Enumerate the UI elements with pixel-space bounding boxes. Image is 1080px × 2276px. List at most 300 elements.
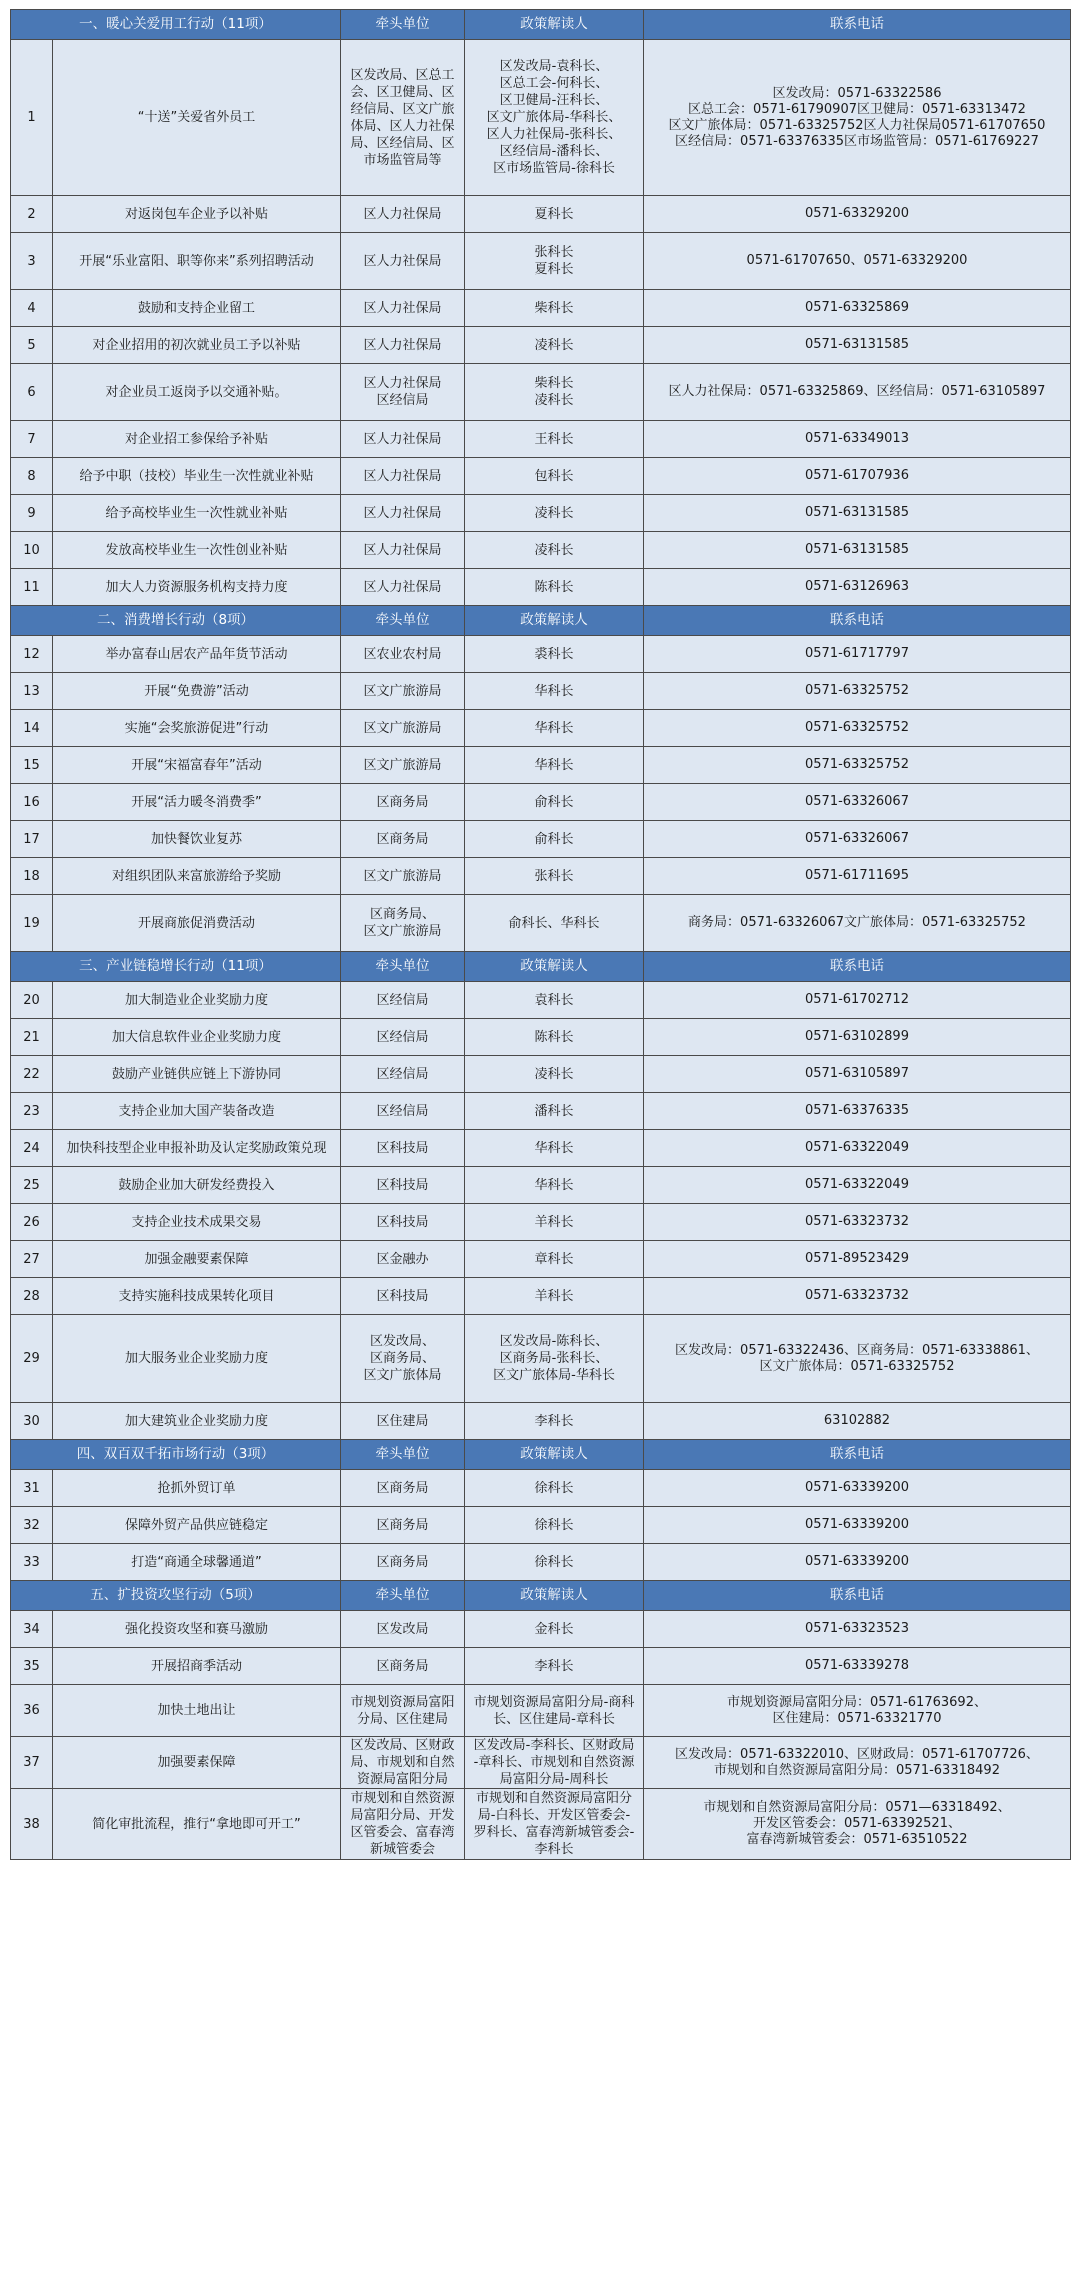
measure-name: 加快科技型企业申报补助及认定奖励政策兑现 [53,1130,341,1167]
policy-reader-line: -章科长、市规划和自然资源 [473,1755,635,1770]
lead-unit-line: 区文广旅游局 [363,683,442,699]
lead-unit [341,233,465,290]
lead-unit-line: 区商务局 [376,1658,429,1674]
table-row [11,421,1071,458]
contact-phone-line: 区住建局：0571-63321770 [772,1710,942,1726]
contact-phone-line: 0571-63325752 [805,757,909,772]
contact-phone [644,1241,1071,1278]
contact-phone-line: 区人力社保局：0571-63325869、区经信局：0571-63105897 [668,384,1046,399]
row-number: 23 [11,1093,53,1130]
lead-unit-line: 区发改局、区总工 [350,67,455,83]
measure-name: 加大建筑业企业奖励力度 [53,1403,341,1440]
policy-reader [465,290,644,327]
row-number: 38 [11,1789,53,1860]
contact-phone-line: 0571-61707650、0571-63329200 [746,253,968,268]
policy-reader-line: 区发改局-李科长、区财政局 [473,1738,635,1753]
contact-phone-line: 开发区管委会：0571-63392521、 [753,1816,961,1831]
policy-reader [465,532,644,569]
row-number: 1 [11,40,53,196]
policy-reader [465,895,644,952]
contact-phone [644,747,1071,784]
lead-unit-line: 市场监管局等 [363,152,442,168]
row-number: 5 [11,327,53,364]
contact-phone-line: 区文广旅体局：0571-63325752区人力社保局0571-61707650 [668,117,1046,133]
contact-phone-line: 商务局：0571-63326067文广旅体局：0571-63325752 [688,915,1026,930]
lead-unit-line: 区人力社保局 [363,253,442,269]
column-header-lead: 牵头单位 [341,1440,465,1470]
lead-unit [341,673,465,710]
contact-phone [644,495,1071,532]
policy-reader [465,327,644,364]
lead-unit-line: 局、市规划和自然 [350,1755,455,1770]
lead-unit-line: 区商务局 [376,1554,429,1570]
policy-reader-line: 华科长 [534,683,574,699]
lead-unit [341,1685,465,1737]
table-row [11,364,1071,421]
row-number: 35 [11,1648,53,1685]
table-row [11,458,1071,495]
lead-unit-line: 区商务局、 [369,907,435,922]
contact-phone [644,1685,1071,1737]
policy-reader-line: 柴科长 [534,300,574,316]
policy-reader-line: 徐科长 [534,1480,574,1496]
policy-reader [465,1315,644,1403]
contact-phone [644,636,1071,673]
contact-phone [644,532,1071,569]
lead-unit-line: 区人力社保局 [363,505,442,521]
measure-name: 开展“免费游”活动 [53,673,341,710]
policy-reader-line: 区商务局-张科长、 [499,1351,609,1366]
lead-unit [341,747,465,784]
policy-reader-line: 俞科长、华科长 [508,915,600,931]
policy-reader [465,821,644,858]
policy-reader-line: 徐科长 [534,1554,574,1570]
table-row [11,290,1071,327]
row-number: 32 [11,1507,53,1544]
measure-name: 加大信息软件业企业奖励力度 [53,1019,341,1056]
policy-reader-line: 袁科长 [534,992,574,1008]
row-number: 7 [11,421,53,458]
column-header-reader: 政策解读人 [465,1440,644,1470]
lead-unit-line: 分局、区住建局 [356,1711,448,1727]
lead-unit-line: 区金融办 [376,1251,429,1267]
table-row [11,196,1071,233]
contact-phone [644,710,1071,747]
contact-phone-line: 区发改局：0571-63322436、区商务局：0571-63338861、 [675,1342,1039,1358]
contact-phone [644,1544,1071,1581]
table-row [11,1544,1071,1581]
lead-unit-line: 区管委会、富春湾 [350,1825,455,1840]
table-row [11,233,1071,290]
policy-reader-line: 区市场监管局-徐科长 [493,161,615,176]
lead-unit-line: 区文广旅游局 [363,757,442,773]
row-number: 37 [11,1737,53,1789]
lead-unit-line: 区科技局 [376,1214,429,1230]
measure-name: 加强要素保障 [53,1737,341,1789]
table-row [11,858,1071,895]
lead-unit-line: 区经信局 [376,1066,429,1082]
measure-name: 保障外贸产品供应链稳定 [53,1507,341,1544]
contact-phone [644,458,1071,495]
row-number: 29 [11,1315,53,1403]
contact-phone-line: 0571-63323523 [805,1621,909,1636]
row-number: 12 [11,636,53,673]
policy-reader-line: 凌科长 [534,393,574,408]
lead-unit-line: 区科技局 [376,1177,429,1193]
measure-name: 加强金融要素保障 [53,1241,341,1278]
contact-phone-line: 0571-63329200 [805,206,909,221]
row-number: 11 [11,569,53,606]
lead-unit-line: 体局、区人力社保 [350,118,455,134]
lead-unit [341,1130,465,1167]
lead-unit [341,982,465,1019]
contact-phone [644,1470,1071,1507]
column-header-reader: 政策解读人 [465,606,644,636]
measure-name: 开展“乐业富阳、职等你来”系列招聘活动 [53,233,341,290]
contact-phone [644,40,1071,196]
lead-unit [341,710,465,747]
column-header-lead: 牵头单位 [341,606,465,636]
measure-name: “十送”关爱省外员工 [53,40,341,196]
measure-name: 给予中职（技校）毕业生一次性就业补贴 [53,458,341,495]
column-header-phone: 联系电话 [644,1440,1071,1470]
lead-unit-line: 新城管委会 [369,1842,435,1857]
row-number: 2 [11,196,53,233]
contact-phone-line: 0571-63325869 [805,300,909,315]
policy-reader-line: 区人力社保局-张科长、 [486,127,622,142]
row-number: 34 [11,1611,53,1648]
lead-unit [341,1204,465,1241]
policy-reader-line: 李科长 [534,1842,574,1857]
row-number: 3 [11,233,53,290]
contact-phone [644,982,1071,1019]
measure-name: 支持实施科技成果转化项目 [53,1278,341,1315]
lead-unit [341,1315,465,1403]
table-row [11,1648,1071,1685]
table-row [11,1737,1071,1789]
policy-reader-line: 王科长 [534,431,574,447]
measure-name: 鼓励和支持企业留工 [53,290,341,327]
contact-phone-line: 0571-63325752 [805,720,909,735]
row-number: 8 [11,458,53,495]
policy-reader-line: 陈科长 [534,579,574,595]
row-number: 26 [11,1204,53,1241]
lead-unit-line: 区人力社保局 [363,431,442,447]
lead-unit [341,1737,465,1789]
lead-unit [341,532,465,569]
lead-unit [341,1403,465,1440]
lead-unit-line: 区人力社保局 [363,468,442,484]
lead-unit-line: 区经信局 [376,393,429,408]
measure-name: 鼓励企业加大研发经费投入 [53,1167,341,1204]
lead-unit-line: 区住建局 [376,1413,429,1429]
contact-phone-line: 0571-63339200 [805,1517,909,1532]
row-number: 20 [11,982,53,1019]
policy-reader [465,1737,644,1789]
lead-unit-line: 局富阳分局、开发 [350,1808,455,1823]
table-row [11,895,1071,952]
row-number: 36 [11,1685,53,1737]
contact-phone-line: 0571-61717797 [805,646,909,661]
policy-reader [465,1507,644,1544]
contact-phone [644,1204,1071,1241]
table-row [11,673,1071,710]
measure-name: 举办富春山居农产品年货节活动 [53,636,341,673]
table-row [11,1019,1071,1056]
table-row [11,1204,1071,1241]
policy-reader-line: 华科长 [534,720,574,736]
policy-reader [465,364,644,421]
lead-unit [341,1056,465,1093]
lead-unit-line: 区商务局 [376,794,429,810]
row-number: 28 [11,1278,53,1315]
policy-reader-line: 张科长 [534,245,574,260]
policy-reader [465,1544,644,1581]
lead-unit-line: 区商务局 [376,1517,429,1533]
contact-phone [644,1789,1071,1860]
policy-reader-line: 夏科长 [534,262,574,277]
contact-phone [644,895,1071,952]
lead-unit-line: 区文广旅体局 [363,1368,442,1383]
policy-table [10,9,1071,1860]
lead-unit-line: 区发改局、 [369,1334,435,1349]
contact-phone-line: 市规划资源局富阳分局：0571-61763692、 [727,1694,987,1710]
contact-phone-line: 0571-63131585 [805,337,909,352]
lead-unit-line: 经信局、区文广旅 [350,101,455,117]
contact-phone [644,327,1071,364]
section-header [11,1581,1071,1611]
measure-name: 打造“商通全球馨通道” [53,1544,341,1581]
measure-name: 加快土地出让 [53,1685,341,1737]
measure-name: 对企业员工返岗予以交通补贴。 [53,364,341,421]
policy-reader [465,673,644,710]
contact-phone [644,673,1071,710]
contact-phone [644,784,1071,821]
lead-unit-line: 会、区卫健局、区 [350,84,455,100]
contact-phone [644,1315,1071,1403]
policy-reader-line: 张科长 [534,868,574,884]
table-row [11,1789,1071,1860]
policy-reader-line: 俞科长 [534,831,574,847]
column-header-phone: 联系电话 [644,1581,1071,1611]
table-row [11,1507,1071,1544]
table-row [11,1611,1071,1648]
contact-phone [644,290,1071,327]
lead-unit [341,858,465,895]
contact-phone-line: 0571-63325752 [805,683,909,698]
policy-reader [465,858,644,895]
contact-phone-line: 市规划和自然资源局富阳分局：0571-63318492 [714,1762,1000,1778]
lead-unit-line: 市规划资源局富阳 [350,1694,455,1710]
lead-unit-line: 区文广旅游局 [363,924,442,939]
table-row [11,821,1071,858]
lead-unit [341,1167,465,1204]
row-number: 15 [11,747,53,784]
measure-name: 支持企业加大国产装备改造 [53,1093,341,1130]
contact-phone-line: 0571-63322049 [805,1177,909,1192]
policy-reader-line: 徐科长 [534,1517,574,1533]
measure-name: 对返岗包车企业予以补贴 [53,196,341,233]
column-header-phone: 联系电话 [644,606,1071,636]
column-header-lead: 牵头单位 [341,10,465,40]
table-row [11,1315,1071,1403]
column-header-reader: 政策解读人 [465,10,644,40]
measure-name: 简化审批流程，推行“拿地即可开工” [53,1789,341,1860]
table-row [11,710,1071,747]
policy-reader-line: 陈科长 [534,1029,574,1045]
policy-reader [465,458,644,495]
lead-unit [341,636,465,673]
lead-unit-line: 区商务局、 [369,1351,435,1366]
policy-reader [465,784,644,821]
column-header-lead: 牵头单位 [341,952,465,982]
lead-unit [341,1470,465,1507]
lead-unit-line: 区人力社保局 [363,300,442,316]
measure-name: 强化投资攻坚和赛马激励 [53,1611,341,1648]
lead-unit [341,421,465,458]
lead-unit-line: 区人力社保局 [363,337,442,353]
policy-reader-line: 华科长 [534,1140,574,1156]
lead-unit [341,1278,465,1315]
section-title: 二、消费增长行动（8项） [11,606,341,636]
contact-phone-line: 0571-63339200 [805,1480,909,1495]
policy-reader-line: 区发改局-陈科长、 [499,1334,609,1349]
policy-reader-line: 华科长 [534,1177,574,1193]
table-row [11,569,1071,606]
policy-reader-line: 裘科长 [534,646,574,662]
policy-reader [465,495,644,532]
row-number: 31 [11,1470,53,1507]
contact-phone-line: 0571-63322049 [805,1140,909,1155]
contact-phone [644,364,1071,421]
lead-unit [341,569,465,606]
table-row [11,1093,1071,1130]
contact-phone-line: 0571-63326067 [805,831,909,846]
contact-phone-line: 区文广旅体局：0571-63325752 [759,1358,955,1374]
table-row [11,1167,1071,1204]
policy-reader-line: 俞科长 [534,794,574,810]
table-row [11,40,1071,196]
policy-reader [465,1056,644,1093]
policy-reader-line: 市规划和自然资源局富阳分 [475,1791,632,1806]
table-row [11,1403,1071,1440]
measure-name: 鼓励产业链供应链上下游协同 [53,1056,341,1093]
lead-unit [341,290,465,327]
contact-phone-line: 区发改局：0571-63322010、区财政局：0571-61707726、 [675,1746,1039,1762]
policy-reader [465,196,644,233]
row-number: 13 [11,673,53,710]
column-header-reader: 政策解读人 [465,952,644,982]
contact-phone-line: 0571-63326067 [805,794,909,809]
contact-phone-line: 区发改局：0571-63322586 [772,85,942,101]
row-number: 18 [11,858,53,895]
row-number: 9 [11,495,53,532]
policy-reader-line: 李科长 [534,1413,574,1429]
lead-unit-line: 区经信局 [376,1029,429,1045]
section-header [11,952,1071,982]
section-title: 一、暖心关爱用工行动（11项） [11,10,341,40]
policy-reader [465,982,644,1019]
policy-reader-line: 市规划资源局富阳分局-商科 [473,1694,635,1710]
contact-phone [644,569,1071,606]
policy-reader-line: 柴科长 [534,376,574,391]
contact-phone [644,858,1071,895]
contact-phone-line: 0571-63376335 [805,1103,909,1118]
row-number: 19 [11,895,53,952]
contact-phone [644,1403,1071,1440]
lead-unit [341,1507,465,1544]
table-row [11,1470,1071,1507]
contact-phone-line: 区总工会：0571-61790907区卫健局：0571-63313472 [688,101,1026,117]
row-number: 27 [11,1241,53,1278]
lead-unit [341,196,465,233]
measure-name: 发放高校毕业生一次性创业补贴 [53,532,341,569]
lead-unit-line: 区商务局 [376,1480,429,1496]
contact-phone-line: 63102882 [823,1413,891,1428]
table-row [11,636,1071,673]
contact-phone-line: 0571-63105897 [805,1066,909,1081]
row-number: 6 [11,364,53,421]
policy-reader-line: 局-白科长、开发区管委会- [477,1808,631,1823]
policy-reader [465,569,644,606]
measure-name: 对企业招工参保给予补贴 [53,421,341,458]
contact-phone-line: 0571-89523429 [805,1251,909,1266]
lead-unit [341,821,465,858]
row-number: 16 [11,784,53,821]
measure-name: 开展商旅促消费活动 [53,895,341,952]
lead-unit-line: 区科技局 [376,1140,429,1156]
contact-phone-line: 0571-63323732 [805,1288,909,1303]
contact-phone [644,1093,1071,1130]
row-number: 10 [11,532,53,569]
policy-reader-line: 凌科长 [534,505,574,521]
policy-reader [465,233,644,290]
lead-unit [341,1019,465,1056]
policy-reader [465,1278,644,1315]
section-title: 三、产业链稳增长行动（11项） [11,952,341,982]
policy-reader [465,1470,644,1507]
contact-phone [644,1130,1071,1167]
contact-phone-line: 0571-61711695 [805,868,909,883]
policy-reader [465,1611,644,1648]
table-row [11,1056,1071,1093]
contact-phone [644,1167,1071,1204]
policy-table-body [11,10,1071,1860]
lead-unit [341,364,465,421]
contact-phone-line: 0571-61707936 [805,468,909,483]
lead-unit-line: 区农业农村局 [363,646,442,662]
policy-reader-line: 包科长 [534,468,574,484]
row-number: 30 [11,1403,53,1440]
lead-unit-line: 区人力社保局 [363,376,442,391]
contact-phone [644,1648,1071,1685]
lead-unit [341,1093,465,1130]
policy-reader-line: 局富阳分局-周科长 [499,1772,609,1787]
policy-reader-line: 潘科长 [534,1103,574,1119]
policy-reader-line: 夏科长 [534,206,574,222]
measure-name: 抢抓外贸订单 [53,1470,341,1507]
row-number: 24 [11,1130,53,1167]
contact-phone-line: 0571-61702712 [805,992,909,1007]
table-row [11,1278,1071,1315]
policy-reader-line: 区文广旅体局-华科长 [493,1368,615,1383]
contact-phone [644,233,1071,290]
row-number: 25 [11,1167,53,1204]
lead-unit-line: 区人力社保局 [363,206,442,222]
measure-name: 加大制造业企业奖励力度 [53,982,341,1019]
column-header-phone: 联系电话 [644,10,1071,40]
contact-phone-line: 0571-63323732 [805,1214,909,1229]
